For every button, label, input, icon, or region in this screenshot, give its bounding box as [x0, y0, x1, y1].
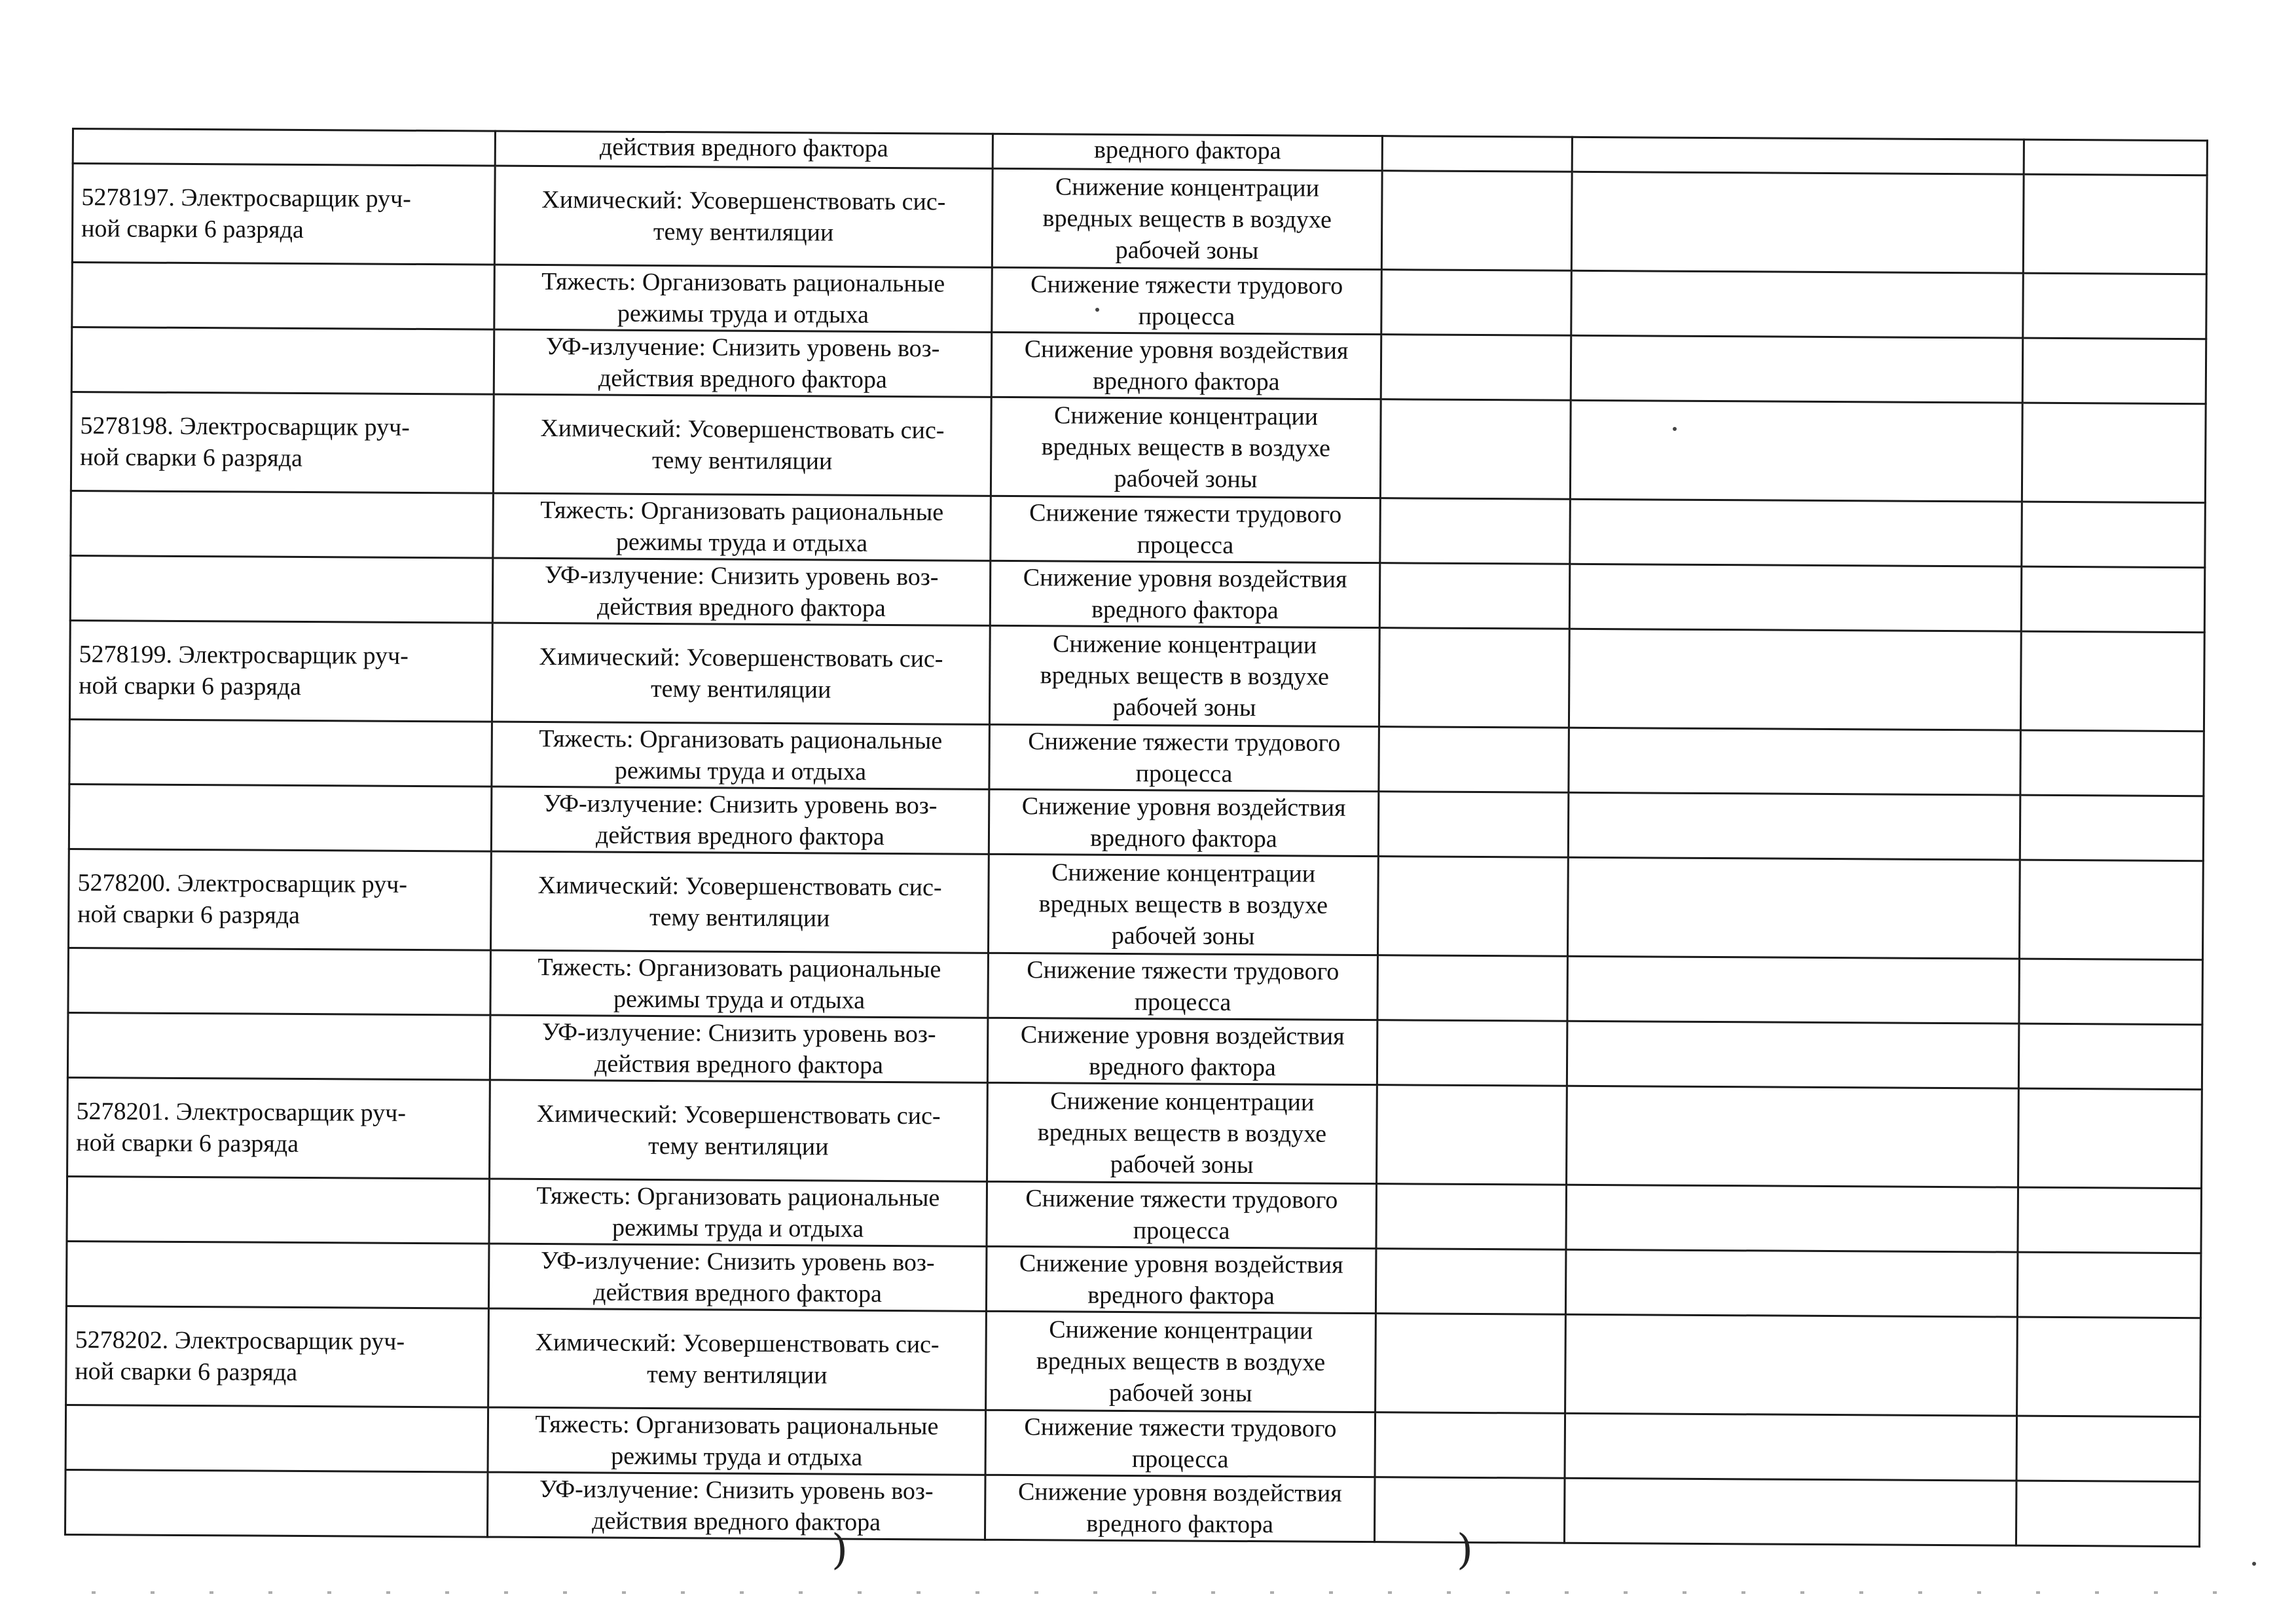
- action-text: действия вредного фактора: [596, 593, 886, 622]
- action-text: Химический: Усовершенствовать сис-: [535, 1328, 939, 1359]
- cell-department: [1564, 1478, 2016, 1545]
- cell-position: [66, 1241, 489, 1308]
- cell-position: [69, 719, 492, 786]
- scan-speck: [2252, 1562, 2256, 1566]
- goal-text: вредного фактора: [1091, 595, 1279, 625]
- action-text: режимы труда и отдыха: [614, 756, 867, 786]
- goal-text: Снижение концентрации: [1052, 630, 1317, 659]
- table-row: [69, 719, 2204, 796]
- cell-mark: [2023, 174, 2207, 274]
- goal-text: вредного фактора: [1089, 1052, 1276, 1082]
- position-text: ной сварки 6 разряда: [79, 672, 302, 701]
- cell-deadline: [1381, 270, 1572, 336]
- action-text: тему вентиляции: [648, 1132, 829, 1161]
- position-text: ной сварки 6 разряда: [81, 215, 304, 244]
- cell-deadline: [1381, 171, 1572, 271]
- table-row: [68, 948, 2203, 1024]
- action-text: Тяжесть: Организовать рациональные: [541, 268, 945, 298]
- cell-action: [488, 1244, 987, 1311]
- goal-text: вредного фактора: [1087, 1281, 1275, 1310]
- cell-deadline: [1377, 857, 1568, 957]
- table-row: [71, 392, 2206, 503]
- goal-text: Снижение концентрации: [1055, 173, 1320, 202]
- action-text: режимы труда и отдыха: [611, 1213, 864, 1243]
- position-text: 5278201. Электросварщик руч-: [76, 1098, 407, 1127]
- action-text: действия вредного фактора: [593, 1278, 883, 1308]
- cell-deadline: [1378, 792, 1569, 858]
- cell-department: [1565, 1314, 2018, 1416]
- cell-mark: [2022, 403, 2206, 503]
- cell-goal: [989, 724, 1379, 791]
- cell-action: [493, 394, 991, 496]
- cell-position: [66, 1306, 489, 1407]
- position-text: ной сварки 6 разряда: [77, 900, 301, 929]
- cell-action: [487, 1472, 985, 1540]
- cell-mark: [2022, 502, 2206, 568]
- action-text: тему вентиляции: [653, 217, 834, 247]
- goal-text: вредного фактора: [1092, 367, 1280, 396]
- position-text: ной сварки 6 разряда: [76, 1129, 299, 1158]
- cell-goal: [991, 397, 1381, 498]
- table-row: [65, 1469, 2200, 1546]
- action-text: Химический: Усовершенствовать сис-: [539, 642, 943, 673]
- cell-mark: [2016, 1416, 2200, 1482]
- scan-artifact-line: [92, 1591, 2252, 1594]
- action-text: Тяжесть: Организовать рациональные: [535, 1410, 939, 1441]
- table-row: [67, 1012, 2202, 1089]
- hole-punch-mark: ): [1457, 1526, 1473, 1574]
- position-text: 5278200. Электросварщик руч-: [77, 869, 408, 898]
- goal-text: Снижение уровня воздействия: [1020, 1021, 1345, 1050]
- cell-department: [1570, 499, 2022, 566]
- cell-mark: [2020, 730, 2204, 796]
- goal-text: процесса: [1137, 531, 1234, 559]
- action-text: действия вредного фактора: [595, 821, 884, 851]
- cell-department: [1565, 1413, 2017, 1481]
- goal-text: рабочей зоны: [1112, 693, 1256, 722]
- goal-text: Снижение тяжести трудового: [1030, 270, 1343, 300]
- cell-department: [1571, 335, 2023, 403]
- action-text: режимы труда и отдыха: [617, 299, 869, 329]
- scan-speck: [1673, 427, 1677, 431]
- cell-position: [69, 620, 492, 722]
- action-text: тему вентиляции: [650, 674, 831, 704]
- cell-position: [70, 555, 493, 623]
- cell-goal: [985, 1475, 1375, 1541]
- goal-text: рабочей зоны: [1111, 921, 1255, 951]
- goal-text: вредного фактора: [1090, 824, 1277, 853]
- cell-department: [1566, 1185, 2018, 1252]
- table-row: [69, 849, 2204, 959]
- goal-text: Снижение концентрации: [1050, 1087, 1315, 1116]
- cell-action: [488, 1308, 987, 1410]
- cell-deadline: [1379, 727, 1569, 793]
- position-text: ной сварки 6 разряда: [75, 1357, 298, 1386]
- cell-deadline: [1380, 399, 1571, 500]
- table-row: [66, 1306, 2201, 1416]
- action-text: Тяжесть: Организовать рациональные: [539, 724, 943, 755]
- cell-deadline: [1377, 1085, 1567, 1185]
- action-text: Химический: Усовершенствовать сис-: [536, 1099, 941, 1130]
- cell-deadline: [1376, 1249, 1566, 1315]
- cell-position: [68, 948, 491, 1015]
- cell-action: [489, 1179, 987, 1246]
- goal-text: Снижение уровня воздействия: [1017, 1478, 1342, 1507]
- measures-table-body: [65, 129, 2208, 1547]
- action-text: режимы труда и отдыха: [613, 985, 866, 1014]
- action-text: действия вредного фактора: [592, 1507, 881, 1536]
- cell-mark: [2020, 631, 2204, 731]
- goal-text: процесса: [1131, 1445, 1229, 1473]
- goal-text: вредных веществ в воздухе: [1041, 433, 1331, 462]
- goal-text: Снижение уровня воздействия: [1019, 1249, 1343, 1279]
- hole-punch-mark: ): [831, 1526, 848, 1574]
- cell-goal: [988, 854, 1378, 955]
- cell-department: [1569, 564, 2022, 631]
- goal-text: рабочей зоны: [1108, 1378, 1252, 1408]
- cell-goal: [986, 1311, 1376, 1412]
- cell-action: [490, 1015, 988, 1082]
- cell-action: [492, 623, 990, 724]
- cell-position: [71, 392, 494, 494]
- position-text: 5278198. Электросварщик руч-: [80, 412, 410, 441]
- action-text: Тяжесть: Организовать рациональные: [538, 953, 941, 984]
- cell-position: [65, 1469, 488, 1537]
- cell-deadline: [1379, 563, 1570, 629]
- position-text: 5278202. Электросварщик руч-: [75, 1326, 405, 1356]
- action-text: УФ-излучение: Снизить уровень воз-: [545, 333, 940, 363]
- action-text: тему вентиляции: [649, 903, 830, 932]
- cell-mark: [2016, 1481, 2200, 1547]
- table-row: [71, 490, 2206, 567]
- action-text: действия вредного фактора: [594, 1050, 884, 1079]
- position-text: ной сварки 6 разряда: [80, 443, 303, 472]
- table-row: [66, 1241, 2201, 1318]
- cell-goal: [989, 625, 1379, 726]
- goal-text: процесса: [1134, 988, 1231, 1016]
- cell-position: [72, 263, 495, 330]
- cell-goal: [985, 1410, 1376, 1477]
- goal-text: Снижение концентрации: [1053, 401, 1319, 431]
- cell-deadline: [1375, 1412, 1565, 1479]
- table-row: [69, 784, 2204, 860]
- cell-department: [1567, 956, 2020, 1024]
- action-text: Химический: Усовершенствовать сис-: [540, 415, 945, 445]
- goal-text: вредных веществ в воздухе: [1042, 204, 1332, 234]
- action-text: Химический: Усовершенствовать сис-: [538, 871, 942, 902]
- table-row: [70, 555, 2205, 632]
- cell-department: [1567, 1086, 2019, 1187]
- cell-position: [67, 1176, 490, 1244]
- cell-position: [67, 1012, 490, 1080]
- cell-deadline: [1377, 955, 1568, 1022]
- action-text: УФ-излучение: Снизить уровень воз-: [541, 1018, 936, 1048]
- cell-action: [488, 1407, 986, 1475]
- cell-deadline: [1377, 1020, 1567, 1086]
- cell-position: [72, 164, 495, 265]
- goal-text: процесса: [1135, 760, 1233, 788]
- cell-goal: [991, 496, 1381, 563]
- cell-mark: [2023, 273, 2207, 339]
- action-text: Химический: Усовершенствовать сис-: [541, 186, 946, 216]
- goal-text: Снижение тяжести трудового: [1024, 1413, 1337, 1443]
- cell-goal: [987, 1181, 1377, 1248]
- action-text: Тяжесть: Организовать рациональные: [536, 1181, 940, 1212]
- action-text: действия вредного фактора: [598, 364, 887, 394]
- cell-goal: [989, 789, 1379, 856]
- goal-text: Снижение уровня воздействия: [1024, 335, 1349, 365]
- cell-position: [65, 1405, 488, 1472]
- goal-text: Снижение уровня воздействия: [1023, 564, 1347, 593]
- goal-text: процесса: [1133, 1217, 1230, 1245]
- cell-deadline: [1376, 1314, 1566, 1414]
- goal-text: процесса: [1138, 303, 1235, 331]
- cell-department: [1570, 400, 2022, 502]
- cell-goal: [986, 1246, 1376, 1313]
- cell-action: [490, 851, 989, 953]
- cell-goal: вредного фактора: [993, 134, 1382, 170]
- cell-deadline: [1379, 628, 1569, 728]
- cell-action: [490, 950, 989, 1018]
- cell-department: [1567, 857, 2020, 959]
- cell-deadline: [1376, 1184, 1567, 1250]
- cell-action: [494, 265, 993, 332]
- scan-speck: [1095, 308, 1099, 312]
- cell-action: [490, 1080, 988, 1181]
- goal-text: вредных веществ в воздухе: [1037, 1118, 1327, 1148]
- cell-action: [494, 329, 992, 397]
- cell-mark: [2022, 338, 2206, 404]
- cell-mark: [2017, 1317, 2201, 1417]
- goal-text: вредного фактора: [1086, 1509, 1273, 1539]
- cell-action: [492, 722, 990, 789]
- cell-mark: [2017, 1252, 2201, 1318]
- cell-action: [491, 786, 989, 854]
- cell-department: [1572, 137, 2024, 174]
- table-row: [69, 620, 2204, 731]
- action-text: УФ-излучение: Снизить уровень воз-: [543, 790, 938, 820]
- action-text: режимы труда и отдыха: [611, 1442, 863, 1471]
- cell-goal: [987, 1082, 1377, 1183]
- goal-text: Снижение уровня воздействия: [1021, 792, 1346, 822]
- cell-department: [1569, 728, 2021, 795]
- table-row: [67, 1176, 2202, 1253]
- cell-department: [1568, 792, 2020, 860]
- goal-text: Снижение тяжести трудового: [1025, 1185, 1338, 1214]
- goal-text: Снижение тяжести трудового: [1029, 499, 1342, 528]
- action-text: Тяжесть: Организовать рациональные: [540, 496, 944, 526]
- cell-position: [67, 1077, 490, 1179]
- cell-goal: [992, 267, 1382, 334]
- cell-mark: [2018, 1187, 2202, 1253]
- cell-goal: [992, 168, 1382, 269]
- cell-deadline: [1381, 335, 1571, 401]
- cell-action: действия вредного фактора: [495, 131, 993, 168]
- cell-mark: [2019, 959, 2203, 1025]
- cell-department: [1565, 1249, 2018, 1317]
- goal-text: рабочей зоны: [1115, 236, 1259, 265]
- cell-goal: [988, 953, 1378, 1020]
- action-text: УФ-излучение: Снизить уровень воз-: [540, 1247, 935, 1277]
- cell-position: [71, 327, 494, 395]
- measures-table: [64, 128, 2208, 1547]
- goal-text: Снижение концентрации: [1051, 858, 1316, 888]
- cell-deadline: [1382, 136, 1572, 172]
- cell-deadline: [1380, 498, 1571, 564]
- cell-mark: [2019, 860, 2203, 960]
- table-row: [72, 164, 2207, 274]
- cell-position: [71, 490, 494, 558]
- cell-department: [1569, 629, 2021, 730]
- table-row: [67, 1077, 2202, 1188]
- cell-mark: [2024, 139, 2207, 175]
- goal-text: Снижение тяжести трудового: [1027, 956, 1339, 986]
- action-text: режимы труда и отдыха: [615, 528, 868, 557]
- goal-text: вредных веществ в воздухе: [1036, 1347, 1326, 1376]
- cell-position: [69, 784, 492, 851]
- cell-department: [1571, 172, 2024, 273]
- action-text: тему вентиляции: [647, 1360, 828, 1390]
- cell-mark: [2018, 1024, 2202, 1090]
- action-text: УФ-излучение: Снизить уровень воз-: [539, 1475, 934, 1505]
- cell-mark: [2018, 1088, 2202, 1189]
- cell-goal: [987, 1018, 1377, 1084]
- goal-text: вредных веществ в воздухе: [1040, 661, 1330, 691]
- cell-mark: [2020, 795, 2204, 861]
- cell-goal: [991, 332, 1381, 399]
- goal-text: вредных веществ в воздухе: [1038, 890, 1328, 919]
- goal-text: Снижение концентрации: [1049, 1316, 1313, 1345]
- cell-goal: [990, 561, 1380, 627]
- goal-text: рабочей зоны: [1114, 464, 1258, 494]
- goal-text: рабочей зоны: [1110, 1150, 1254, 1179]
- cell-action: [492, 558, 991, 625]
- cell-action: [493, 493, 991, 561]
- cell-mark: [2021, 566, 2205, 633]
- position-text: 5278197. Электросварщик руч-: [81, 183, 411, 213]
- cell-action: [494, 166, 993, 267]
- action-text: тему вентиляции: [651, 446, 833, 475]
- cell-position: [73, 129, 495, 166]
- action-text: УФ-излучение: Снизить уровень воз-: [544, 561, 939, 591]
- table-row: [71, 327, 2206, 404]
- cell-department: [1567, 1021, 2019, 1088]
- position-text: 5278199. Электросварщик руч-: [79, 640, 409, 670]
- cell-position: [69, 849, 492, 950]
- cell-department: [1571, 270, 2024, 338]
- table-row: [72, 263, 2207, 339]
- goal-text: Снижение тяжести трудового: [1028, 728, 1341, 757]
- table-row: [65, 1405, 2200, 1481]
